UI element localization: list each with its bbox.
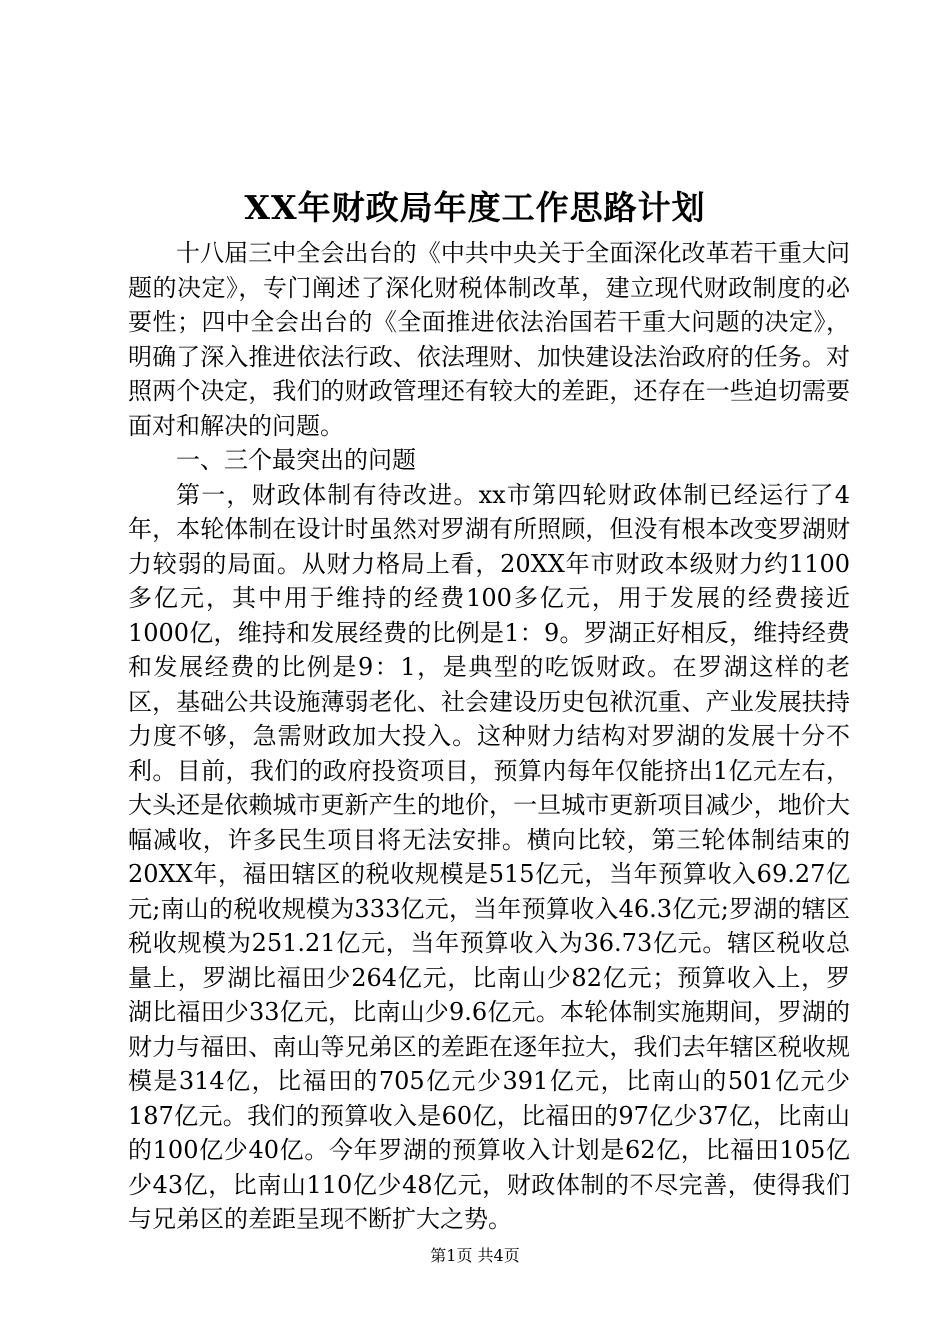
body-paragraph: 第一，财政体制有待改进。xx市第四轮财政体制已经运行了4年，本轮体制在设计时虽然对罗湖有所照顾，但没有根本改变罗湖财力较弱的局面。从财力格局上看，20XX年市财政本级财力约1100多亿元，其中用于维持的经费100多亿元，用于发展的经费接近1000亿，维持和发展经费的比例是1：9。罗湖正好相反，维持经费和发展经费的比例是9：1，是典型的吃饭财政。在罗湖这样的老区，基础公共设施薄弱老化、社会建设历史包袱沉重、产业发展扶持力度不够，急需财政加大投入。这种财力结构对罗湖的发展十分不利。目前，我们的政府投资项目，预算内每年仅能挤出1亿元左右，大头还是依赖城市更新产生的地价，一旦城市更新项目减少，地价大幅减收，许多民生项目将无法安排。横向比较，第三轮体制结束的20XX年，福田辖区的税收规模是515亿元，当年预算收入69.27亿元;南山的税收规模为333亿元，当年预算收入46.3亿元;罗湖的辖区税收规模为251.21亿元，当年预算收入为36.73亿元。辖区税收总量上，罗湖比福田少264亿元，比南山少82亿元；预算收入上，罗湖比福田少33亿元，比南山少9.6亿元。本轮体制实施期间，罗湖的财力与福田、南山等兄弟区的差距在逐年拉大，我们去年辖区税收规模是314亿，比福田的705亿元少391亿元，比南山的501亿元少187亿元。我们的预算收入是60亿，比福田的97亿少37亿，比南山的100亿少40亿。今年罗湖的预算收入计划是62亿，比福田105亿少43亿，比南山110亿少48亿元，财政体制的不尽完善，使得我们与兄弟区的差距呈现不断扩大之势。 [128, 480, 850, 1233]
page-footer: 第1页 共4页 [430, 1246, 520, 1265]
section-heading: 一、三个最突出的问题 [176, 446, 416, 474]
intro-paragraph: 十八届三中全会出台的《中共中央关于全面深化改革若干重大问题的决定》，专门阐述了深化财税体制改革，建立现代财政制度的必要性；四中全会出台的《全面推进依法治国若干重大问题的决定》，明确了深入推进依法行政、依法理财、加快建设法治政府的任务。对照两个决定，我们的财政管理还有较大的差距，还存在一些迫切需要面对和解决的问题。 [128, 239, 850, 440]
document-title: XX年财政局年度工作思路计划 [244, 188, 706, 227]
document-body [128, 236, 850, 1237]
